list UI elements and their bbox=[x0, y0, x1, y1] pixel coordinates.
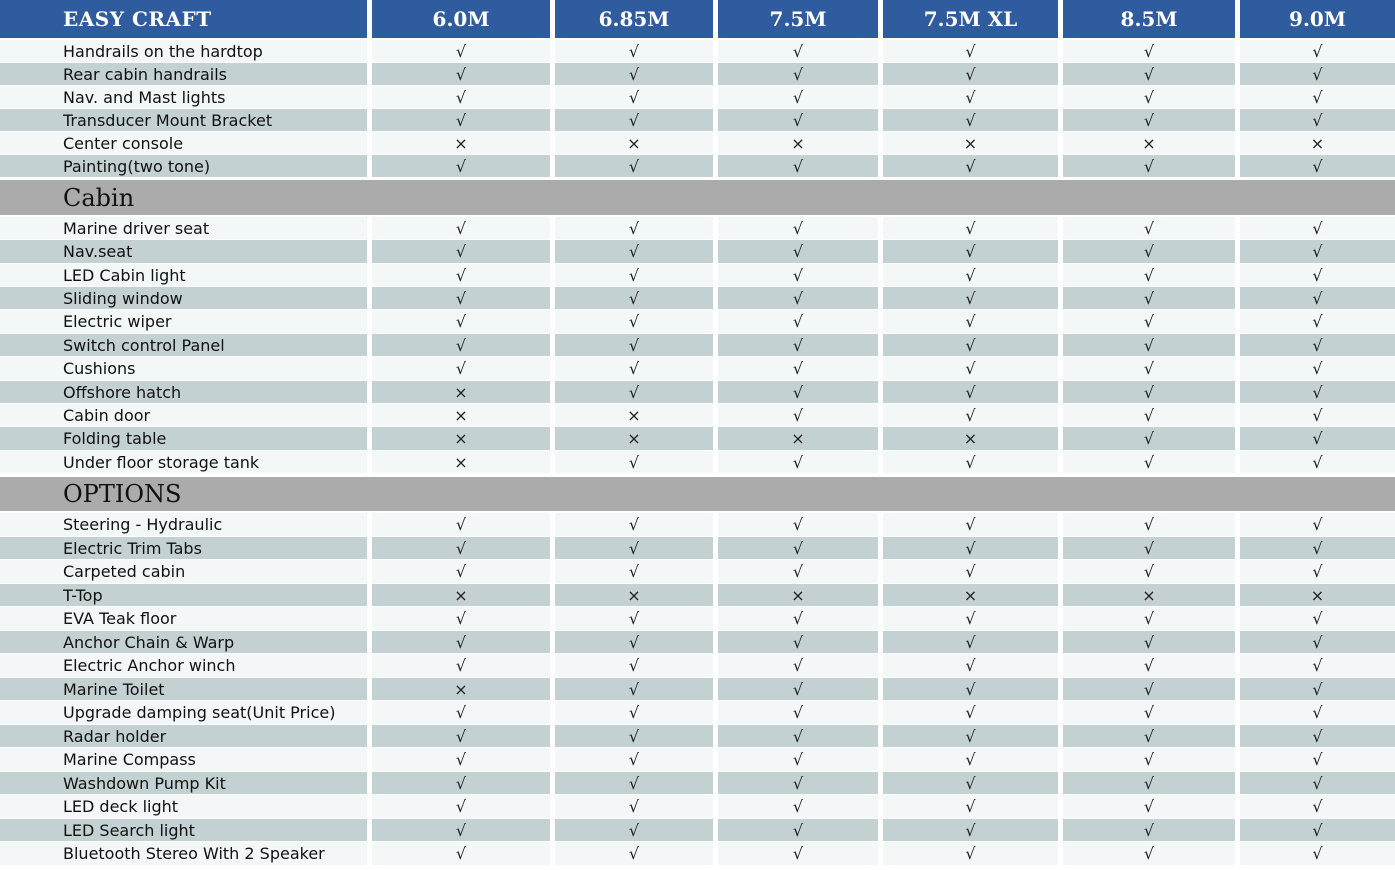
included-mark: √ bbox=[1240, 264, 1395, 286]
included-mark: √ bbox=[1063, 701, 1235, 724]
included-mark: √ bbox=[555, 748, 713, 771]
included-mark: √ bbox=[1063, 287, 1235, 309]
feature-label: Upgrade damping seat(Unit Price) bbox=[0, 701, 367, 724]
included-mark: √ bbox=[1240, 155, 1395, 177]
included-mark: √ bbox=[555, 701, 713, 724]
feature-label: Cushions bbox=[0, 357, 367, 380]
included-mark: √ bbox=[718, 748, 878, 771]
included-mark: √ bbox=[883, 537, 1058, 559]
included-mark: √ bbox=[718, 772, 878, 794]
included-mark: √ bbox=[372, 310, 550, 333]
feature-label: Handrails on the hardtop bbox=[0, 40, 367, 62]
model-header-6-0m: 6.0M bbox=[372, 0, 550, 38]
table-row bbox=[0, 795, 1395, 818]
included-mark: √ bbox=[372, 40, 550, 62]
included-mark: √ bbox=[372, 607, 550, 630]
included-mark: √ bbox=[718, 155, 878, 177]
included-mark: √ bbox=[718, 725, 878, 747]
included-mark: √ bbox=[883, 560, 1058, 583]
included-mark: √ bbox=[718, 217, 878, 239]
included-mark: √ bbox=[883, 819, 1058, 841]
included-mark: √ bbox=[1240, 427, 1395, 450]
included-mark: √ bbox=[883, 795, 1058, 818]
included-mark: √ bbox=[883, 725, 1058, 747]
included-mark: √ bbox=[372, 537, 550, 559]
included-mark: √ bbox=[1063, 310, 1235, 333]
included-mark: √ bbox=[1063, 155, 1235, 177]
feature-label: Radar holder bbox=[0, 725, 367, 747]
feature-label: LED Cabin light bbox=[0, 264, 367, 286]
included-mark: √ bbox=[555, 560, 713, 583]
included-mark: √ bbox=[1063, 537, 1235, 559]
model-header-6-85m: 6.85M bbox=[555, 0, 713, 38]
not-included-mark: × bbox=[372, 678, 550, 700]
included-mark: √ bbox=[718, 109, 878, 131]
included-mark: √ bbox=[1240, 725, 1395, 747]
included-mark: √ bbox=[555, 537, 713, 559]
included-mark: √ bbox=[1240, 357, 1395, 380]
included-mark: √ bbox=[372, 63, 550, 85]
not-included-mark: × bbox=[555, 584, 713, 606]
feature-label: Washdown Pump Kit bbox=[0, 772, 367, 794]
not-included-mark: × bbox=[372, 451, 550, 473]
feature-label: Electric Anchor winch bbox=[0, 654, 367, 677]
included-mark: √ bbox=[1063, 63, 1235, 85]
included-mark: √ bbox=[1063, 772, 1235, 794]
included-mark: √ bbox=[1240, 240, 1395, 263]
brand-header: EASY CRAFT bbox=[0, 0, 367, 38]
included-mark: √ bbox=[1063, 654, 1235, 677]
not-included-mark: × bbox=[718, 427, 878, 450]
table-row bbox=[0, 607, 1395, 630]
included-mark: √ bbox=[718, 63, 878, 85]
included-mark: √ bbox=[555, 654, 713, 677]
included-mark: √ bbox=[1063, 631, 1235, 653]
included-mark: √ bbox=[1240, 86, 1395, 108]
included-mark: √ bbox=[718, 381, 878, 403]
included-mark: √ bbox=[555, 819, 713, 841]
table-row bbox=[0, 63, 1395, 85]
included-mark: √ bbox=[883, 334, 1058, 356]
not-included-mark: × bbox=[1063, 132, 1235, 154]
included-mark: √ bbox=[372, 109, 550, 131]
included-mark: √ bbox=[1063, 427, 1235, 450]
included-mark: √ bbox=[883, 631, 1058, 653]
feature-label: Folding table bbox=[0, 427, 367, 450]
not-included-mark: × bbox=[718, 584, 878, 606]
feature-label: Offshore hatch bbox=[0, 381, 367, 403]
table-row bbox=[0, 725, 1395, 747]
included-mark: √ bbox=[1063, 40, 1235, 62]
included-mark: √ bbox=[718, 631, 878, 653]
included-mark: √ bbox=[883, 264, 1058, 286]
included-mark: √ bbox=[555, 109, 713, 131]
included-mark: √ bbox=[1063, 748, 1235, 771]
included-mark: √ bbox=[372, 513, 550, 536]
included-mark: √ bbox=[372, 86, 550, 108]
included-mark: √ bbox=[718, 404, 878, 426]
included-mark: √ bbox=[372, 287, 550, 309]
included-mark: √ bbox=[1063, 725, 1235, 747]
not-included-mark: × bbox=[1063, 584, 1235, 606]
feature-label: Switch control Panel bbox=[0, 334, 367, 356]
included-mark: √ bbox=[555, 607, 713, 630]
table-row bbox=[0, 357, 1395, 380]
included-mark: √ bbox=[372, 264, 550, 286]
included-mark: √ bbox=[1240, 217, 1395, 239]
included-mark: √ bbox=[372, 748, 550, 771]
included-mark: √ bbox=[1240, 772, 1395, 794]
feature-label: Marine driver seat bbox=[0, 217, 367, 239]
included-mark: √ bbox=[1240, 537, 1395, 559]
not-included-mark: × bbox=[883, 584, 1058, 606]
table-row bbox=[0, 132, 1395, 154]
feature-label: Under floor storage tank bbox=[0, 451, 367, 473]
included-mark: √ bbox=[718, 560, 878, 583]
included-mark: √ bbox=[883, 310, 1058, 333]
table-row bbox=[0, 701, 1395, 724]
included-mark: √ bbox=[555, 155, 713, 177]
included-mark: √ bbox=[372, 334, 550, 356]
feature-label: Center console bbox=[0, 132, 367, 154]
included-mark: √ bbox=[1240, 678, 1395, 700]
included-mark: √ bbox=[1240, 334, 1395, 356]
included-mark: √ bbox=[883, 451, 1058, 473]
included-mark: √ bbox=[1063, 678, 1235, 700]
included-mark: √ bbox=[883, 381, 1058, 403]
table-row bbox=[0, 427, 1395, 450]
included-mark: √ bbox=[1063, 109, 1235, 131]
table-row bbox=[0, 155, 1395, 177]
included-mark: √ bbox=[1063, 451, 1235, 473]
model-header-8-5m: 8.5M bbox=[1063, 0, 1235, 38]
included-mark: √ bbox=[555, 240, 713, 263]
included-mark: √ bbox=[883, 842, 1058, 865]
not-included-mark: × bbox=[372, 584, 550, 606]
included-mark: √ bbox=[555, 772, 713, 794]
feature-label: Painting(two tone) bbox=[0, 155, 367, 177]
included-mark: √ bbox=[1063, 513, 1235, 536]
included-mark: √ bbox=[555, 287, 713, 309]
not-included-mark: × bbox=[1240, 132, 1395, 154]
included-mark: √ bbox=[372, 560, 550, 583]
table-row bbox=[0, 513, 1395, 536]
table-row bbox=[0, 748, 1395, 771]
included-mark: √ bbox=[883, 287, 1058, 309]
included-mark: √ bbox=[718, 819, 878, 841]
feature-label: LED deck light bbox=[0, 795, 367, 818]
included-mark: √ bbox=[1063, 334, 1235, 356]
included-mark: √ bbox=[555, 795, 713, 818]
included-mark: √ bbox=[718, 451, 878, 473]
included-mark: √ bbox=[1063, 217, 1235, 239]
feature-label: Cabin door bbox=[0, 404, 367, 426]
included-mark: √ bbox=[718, 537, 878, 559]
included-mark: √ bbox=[1240, 40, 1395, 62]
included-mark: √ bbox=[1240, 404, 1395, 426]
included-mark: √ bbox=[718, 701, 878, 724]
included-mark: √ bbox=[1063, 819, 1235, 841]
included-mark: √ bbox=[372, 701, 550, 724]
included-mark: √ bbox=[1240, 631, 1395, 653]
included-mark: √ bbox=[883, 748, 1058, 771]
included-mark: √ bbox=[372, 217, 550, 239]
not-included-mark: × bbox=[718, 132, 878, 154]
included-mark: √ bbox=[372, 155, 550, 177]
included-mark: √ bbox=[883, 240, 1058, 263]
included-mark: √ bbox=[1240, 109, 1395, 131]
table-row bbox=[0, 678, 1395, 700]
feature-label: Anchor Chain & Warp bbox=[0, 631, 367, 653]
included-mark: √ bbox=[555, 63, 713, 85]
included-mark: √ bbox=[718, 513, 878, 536]
table-row bbox=[0, 819, 1395, 841]
included-mark: √ bbox=[372, 654, 550, 677]
included-mark: √ bbox=[1240, 748, 1395, 771]
included-mark: √ bbox=[883, 701, 1058, 724]
feature-label: Marine Compass bbox=[0, 748, 367, 771]
feature-label: EVA Teak floor bbox=[0, 607, 367, 630]
included-mark: √ bbox=[1240, 560, 1395, 583]
table-row bbox=[0, 40, 1395, 62]
included-mark: √ bbox=[718, 607, 878, 630]
included-mark: √ bbox=[883, 109, 1058, 131]
not-included-mark: × bbox=[555, 132, 713, 154]
included-mark: √ bbox=[555, 381, 713, 403]
table-row bbox=[0, 772, 1395, 794]
included-mark: √ bbox=[883, 217, 1058, 239]
included-mark: √ bbox=[372, 842, 550, 865]
feature-label: Electric wiper bbox=[0, 310, 367, 333]
table-row bbox=[0, 217, 1395, 239]
table-row bbox=[0, 584, 1395, 606]
included-mark: √ bbox=[372, 357, 550, 380]
not-included-mark: × bbox=[555, 404, 713, 426]
not-included-mark: × bbox=[555, 427, 713, 450]
feature-label: Electric Trim Tabs bbox=[0, 537, 367, 559]
included-mark: √ bbox=[718, 842, 878, 865]
included-mark: √ bbox=[1240, 63, 1395, 85]
model-header-7-5m: 7.5M bbox=[718, 0, 878, 38]
feature-label: Carpeted cabin bbox=[0, 560, 367, 583]
included-mark: √ bbox=[718, 86, 878, 108]
included-mark: √ bbox=[372, 725, 550, 747]
feature-label: Sliding window bbox=[0, 287, 367, 309]
table-row bbox=[0, 451, 1395, 473]
feature-label: T-Top bbox=[0, 584, 367, 606]
included-mark: √ bbox=[555, 725, 713, 747]
feature-label: Bluetooth Stereo With 2 Speaker bbox=[0, 842, 367, 865]
included-mark: √ bbox=[883, 607, 1058, 630]
included-mark: √ bbox=[1240, 654, 1395, 677]
included-mark: √ bbox=[1240, 607, 1395, 630]
feature-label: Nav.seat bbox=[0, 240, 367, 263]
table-row bbox=[0, 654, 1395, 677]
included-mark: √ bbox=[1063, 607, 1235, 630]
included-mark: √ bbox=[1063, 381, 1235, 403]
table-row bbox=[0, 334, 1395, 356]
feature-label: Rear cabin handrails bbox=[0, 63, 367, 85]
feature-label: Steering - Hydraulic bbox=[0, 513, 367, 536]
feature-label: Nav. and Mast lights bbox=[0, 86, 367, 108]
included-mark: √ bbox=[555, 217, 713, 239]
included-mark: √ bbox=[883, 678, 1058, 700]
not-included-mark: × bbox=[372, 404, 550, 426]
included-mark: √ bbox=[718, 287, 878, 309]
table-row bbox=[0, 264, 1395, 286]
feature-label: Marine Toilet bbox=[0, 678, 367, 700]
included-mark: √ bbox=[1063, 404, 1235, 426]
table-row bbox=[0, 381, 1395, 403]
included-mark: √ bbox=[555, 357, 713, 380]
included-mark: √ bbox=[883, 155, 1058, 177]
included-mark: √ bbox=[1240, 701, 1395, 724]
included-mark: √ bbox=[1063, 264, 1235, 286]
included-mark: √ bbox=[718, 334, 878, 356]
included-mark: √ bbox=[372, 631, 550, 653]
included-mark: √ bbox=[1240, 310, 1395, 333]
not-included-mark: × bbox=[883, 427, 1058, 450]
table-row bbox=[0, 240, 1395, 263]
included-mark: √ bbox=[555, 842, 713, 865]
section-title-options: OPTIONS bbox=[0, 477, 1395, 511]
included-mark: √ bbox=[555, 264, 713, 286]
section-title-cabin: Cabin bbox=[0, 180, 1395, 215]
table-row bbox=[0, 537, 1395, 559]
included-mark: √ bbox=[718, 795, 878, 818]
included-mark: √ bbox=[1240, 842, 1395, 865]
included-mark: √ bbox=[1240, 819, 1395, 841]
included-mark: √ bbox=[555, 513, 713, 536]
table-row bbox=[0, 631, 1395, 653]
included-mark: √ bbox=[555, 631, 713, 653]
included-mark: √ bbox=[555, 678, 713, 700]
included-mark: √ bbox=[1063, 842, 1235, 865]
included-mark: √ bbox=[1063, 795, 1235, 818]
included-mark: √ bbox=[555, 451, 713, 473]
included-mark: √ bbox=[1063, 357, 1235, 380]
included-mark: √ bbox=[883, 513, 1058, 536]
included-mark: √ bbox=[883, 63, 1058, 85]
model-header-7-5m-xl: 7.5M XL bbox=[883, 0, 1058, 38]
included-mark: √ bbox=[372, 795, 550, 818]
included-mark: √ bbox=[1063, 240, 1235, 263]
included-mark: √ bbox=[1240, 513, 1395, 536]
included-mark: √ bbox=[372, 240, 550, 263]
included-mark: √ bbox=[883, 404, 1058, 426]
table-row bbox=[0, 310, 1395, 333]
included-mark: √ bbox=[1240, 451, 1395, 473]
included-mark: √ bbox=[1240, 381, 1395, 403]
included-mark: √ bbox=[718, 40, 878, 62]
included-mark: √ bbox=[718, 357, 878, 380]
included-mark: √ bbox=[883, 357, 1058, 380]
included-mark: √ bbox=[718, 654, 878, 677]
included-mark: √ bbox=[1240, 795, 1395, 818]
feature-label: LED Search light bbox=[0, 819, 367, 841]
table-row bbox=[0, 109, 1395, 131]
not-included-mark: × bbox=[372, 132, 550, 154]
included-mark: √ bbox=[718, 310, 878, 333]
table-row bbox=[0, 842, 1395, 865]
not-included-mark: × bbox=[372, 381, 550, 403]
included-mark: √ bbox=[718, 240, 878, 263]
included-mark: √ bbox=[1063, 86, 1235, 108]
included-mark: √ bbox=[555, 334, 713, 356]
included-mark: √ bbox=[555, 40, 713, 62]
included-mark: √ bbox=[883, 772, 1058, 794]
included-mark: √ bbox=[883, 86, 1058, 108]
included-mark: √ bbox=[1063, 560, 1235, 583]
included-mark: √ bbox=[718, 264, 878, 286]
included-mark: √ bbox=[555, 86, 713, 108]
table-row bbox=[0, 404, 1395, 426]
not-included-mark: × bbox=[883, 132, 1058, 154]
included-mark: √ bbox=[372, 772, 550, 794]
included-mark: √ bbox=[718, 678, 878, 700]
not-included-mark: × bbox=[1240, 584, 1395, 606]
table-row bbox=[0, 86, 1395, 108]
table-row bbox=[0, 560, 1395, 583]
included-mark: √ bbox=[883, 40, 1058, 62]
included-mark: √ bbox=[1240, 287, 1395, 309]
included-mark: √ bbox=[555, 310, 713, 333]
not-included-mark: × bbox=[372, 427, 550, 450]
included-mark: √ bbox=[883, 654, 1058, 677]
table-row bbox=[0, 287, 1395, 309]
included-mark: √ bbox=[372, 819, 550, 841]
feature-label: Transducer Mount Bracket bbox=[0, 109, 367, 131]
model-header-9-0m: 9.0M bbox=[1240, 0, 1395, 38]
